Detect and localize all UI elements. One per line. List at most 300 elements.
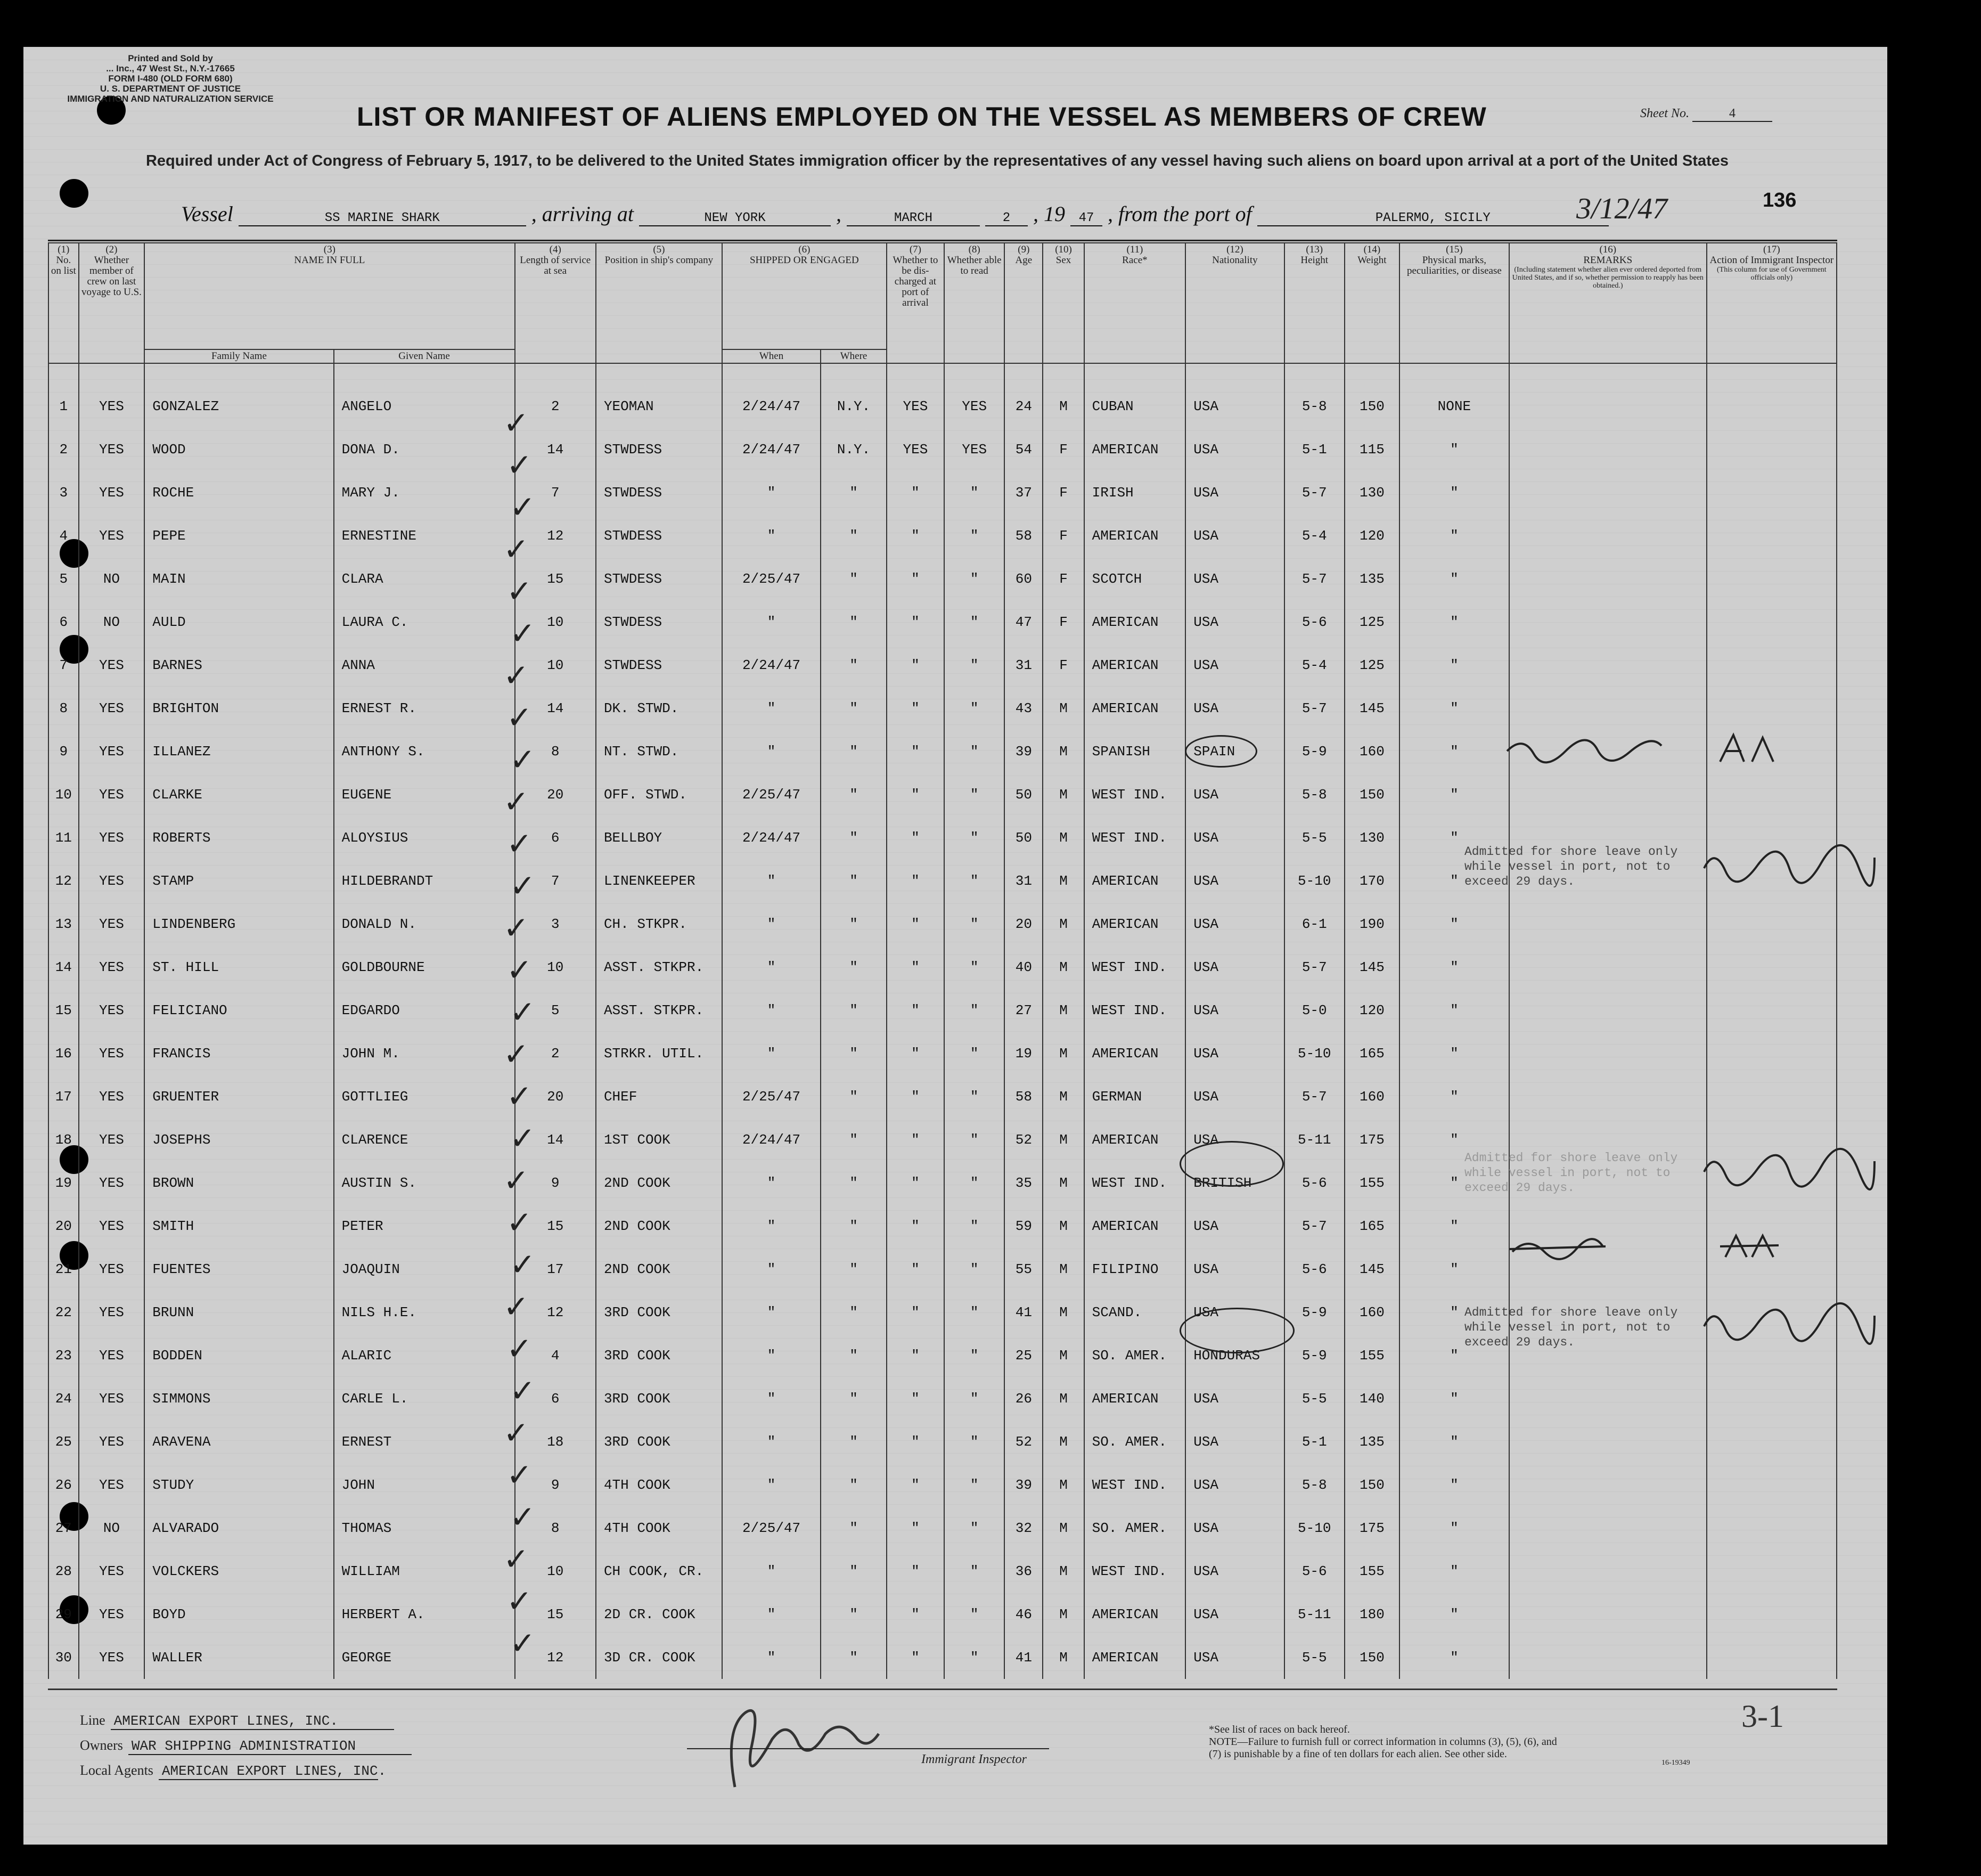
remarks-cell: [1509, 1420, 1707, 1463]
nationality-cell: USA: [1185, 428, 1284, 471]
sex-cell: M: [1043, 1506, 1084, 1549]
shipped-where-cell: ": [821, 471, 887, 514]
height-cell: 5-6: [1284, 1247, 1345, 1291]
age-cell: 47: [1004, 600, 1043, 643]
weight-cell: 135: [1345, 1420, 1399, 1463]
shipped-when-cell: 2/25/47: [722, 1075, 821, 1118]
service-length-cell: 14: [515, 687, 596, 730]
service-length-cell: 5: [515, 989, 596, 1032]
remarks-cell: [1509, 1593, 1707, 1636]
nationality-cell: USA: [1185, 1075, 1284, 1118]
height-cell: 5-11: [1284, 1118, 1345, 1161]
shipped-when-cell: 2/24/47: [722, 363, 821, 428]
col-header-5: (5) Position in ship's company: [596, 243, 722, 363]
position-cell: NT. STWD.: [596, 730, 722, 773]
sex-cell: M: [1043, 773, 1084, 816]
nationality-cell: USA: [1185, 363, 1284, 428]
arrival-day: 2: [985, 211, 1028, 226]
sex-cell: M: [1043, 1377, 1084, 1420]
checkmark-icon: ✓: [503, 405, 529, 441]
shipped-where-cell: ": [821, 1161, 887, 1204]
row-number-cell: 16: [48, 1032, 79, 1075]
family-name-cell: STAMP: [144, 859, 333, 902]
checkmark-icon: ✓: [506, 1078, 533, 1114]
shipped-when-cell: ": [722, 471, 821, 514]
discharged-cell: ": [887, 1032, 944, 1075]
shipped-when-cell: ": [722, 1549, 821, 1593]
physical-marks-cell: ": [1399, 600, 1509, 643]
weight-cell: 120: [1345, 989, 1399, 1032]
family-name-cell: AULD: [144, 600, 333, 643]
able-to-read-cell: ": [944, 816, 1004, 859]
service-length-cell: 14: [515, 428, 596, 471]
inspector-action-cell: [1707, 1463, 1837, 1506]
position-cell: 4TH COOK: [596, 1463, 722, 1506]
inspector-action-cell: [1707, 643, 1837, 687]
col-header-15: (15) Physical marks, peculiarities, or disease: [1399, 243, 1509, 363]
weight-cell: 120: [1345, 514, 1399, 557]
physical-marks-cell: ": [1399, 730, 1509, 773]
inspector-signature: [714, 1696, 884, 1798]
shipped-where-cell: ": [821, 773, 887, 816]
col-header-3: (3) NAME IN FULL: [144, 243, 514, 349]
able-to-read-cell: ": [944, 1377, 1004, 1420]
owners-label: Owners: [80, 1738, 123, 1753]
page-number: 136: [1763, 189, 1797, 211]
from-label: , from the port of: [1108, 202, 1252, 226]
sex-cell: M: [1043, 1075, 1084, 1118]
discharged-cell: ": [887, 1204, 944, 1247]
checkmark-icon: ✓: [506, 1331, 533, 1367]
row-number-cell: 5: [48, 557, 79, 600]
discharged-cell: ": [887, 643, 944, 687]
handwritten-initials: [1715, 730, 1779, 772]
able-to-read-cell: ": [944, 1549, 1004, 1593]
weight-cell: 155: [1345, 1549, 1399, 1593]
row-number-cell: 26: [48, 1463, 79, 1506]
sex-cell: M: [1043, 1118, 1084, 1161]
given-name-cell: HILDEBRANDT: [334, 859, 515, 902]
height-cell: 5-4: [1284, 643, 1345, 687]
last-voyage-cell: YES: [79, 363, 145, 428]
able-to-read-cell: ": [944, 773, 1004, 816]
checkmark-icon: ✓: [510, 1120, 536, 1156]
physical-marks-cell: NONE: [1399, 363, 1509, 428]
sex-cell: M: [1043, 989, 1084, 1032]
last-voyage-cell: YES: [79, 687, 145, 730]
position-cell: BELLBOY: [596, 816, 722, 859]
nationality-cell: SPAIN: [1185, 730, 1284, 773]
discharged-cell: ": [887, 471, 944, 514]
nationality-cell: USA: [1185, 902, 1284, 945]
age-cell: 58: [1004, 1075, 1043, 1118]
age-cell: 25: [1004, 1334, 1043, 1377]
family-name-cell: GONZALEZ: [144, 363, 333, 428]
discharged-cell: ": [887, 1075, 944, 1118]
row-number-cell: 30: [48, 1636, 79, 1679]
row-number-cell: 15: [48, 989, 79, 1032]
shipped-when-cell: ": [722, 945, 821, 989]
nationality-cell: USA: [1185, 471, 1284, 514]
physical-marks-cell: ": [1399, 1334, 1509, 1377]
discharged-cell: ": [887, 902, 944, 945]
height-cell: 5-10: [1284, 859, 1345, 902]
shipped-when-cell: ": [722, 1247, 821, 1291]
able-to-read-cell: ": [944, 514, 1004, 557]
shipped-where-cell: ": [821, 1247, 887, 1291]
last-voyage-cell: YES: [79, 816, 145, 859]
last-voyage-cell: YES: [79, 1247, 145, 1291]
shipped-when-cell: ": [722, 1593, 821, 1636]
able-to-read-cell: ": [944, 1247, 1004, 1291]
race-cell: WEST IND.: [1084, 816, 1186, 859]
col-header-where: Where: [821, 349, 887, 363]
checkmark-icon: ✓: [503, 784, 529, 820]
arrival-port: NEW YORK: [639, 211, 831, 226]
discharged-cell: YES: [887, 363, 944, 428]
physical-marks-cell: ": [1399, 773, 1509, 816]
weight-cell: 130: [1345, 471, 1399, 514]
age-cell: 41: [1004, 1636, 1043, 1679]
shipped-when-cell: ": [722, 1032, 821, 1075]
nationality-cell: USA: [1185, 1593, 1284, 1636]
able-to-read-cell: ": [944, 989, 1004, 1032]
checkmark-icon: ✓: [510, 741, 536, 778]
race-cell: AMERICAN: [1084, 1032, 1186, 1075]
sex-cell: M: [1043, 1636, 1084, 1679]
last-voyage-cell: YES: [79, 859, 145, 902]
height-cell: 5-5: [1284, 1377, 1345, 1420]
table-row: [48, 363, 1837, 428]
able-to-read-cell: ": [944, 687, 1004, 730]
sex-cell: M: [1043, 902, 1084, 945]
race-cell: GERMAN: [1084, 1075, 1186, 1118]
punch-hole: [60, 179, 88, 208]
shipped-where-cell: N.Y.: [821, 363, 887, 428]
position-cell: STWDESS: [596, 471, 722, 514]
discharged-cell: ": [887, 945, 944, 989]
shipped-when-cell: 2/24/47: [722, 1118, 821, 1161]
family-name-cell: FELICIANO: [144, 989, 333, 1032]
shipped-where-cell: ": [821, 1593, 887, 1636]
nationality-cell: USA: [1185, 989, 1284, 1032]
weight-cell: 130: [1345, 816, 1399, 859]
given-name-cell: ANNA: [334, 643, 515, 687]
checkmark-icon: ✓: [510, 1499, 536, 1535]
remarks-cell: [1509, 773, 1707, 816]
table-row: [48, 471, 1837, 514]
position-cell: 4TH COOK: [596, 1506, 722, 1549]
from-port: PALERMO, SICILY: [1257, 211, 1609, 226]
family-name-cell: BODDEN: [144, 1334, 333, 1377]
able-to-read-cell: ": [944, 557, 1004, 600]
discharged-cell: ": [887, 557, 944, 600]
shipped-where-cell: ": [821, 1032, 887, 1075]
service-length-cell: 3: [515, 902, 596, 945]
inspector-action-cell: [1707, 1549, 1837, 1593]
col-header-family-name: Family Name: [144, 349, 333, 363]
family-name-cell: SIMMONS: [144, 1377, 333, 1420]
physical-marks-cell: ": [1399, 1636, 1509, 1679]
able-to-read-cell: ": [944, 1075, 1004, 1118]
height-cell: 5-0: [1284, 989, 1345, 1032]
row-number-cell: 17: [48, 1075, 79, 1118]
age-cell: 35: [1004, 1161, 1043, 1204]
position-cell: STWDESS: [596, 557, 722, 600]
row-number-cell: 19: [48, 1161, 79, 1204]
family-name-cell: PEPE: [144, 514, 333, 557]
col-header-17: (17) Action of Immigrant Inspector (This column for use of Government officials only): [1707, 243, 1837, 363]
weight-cell: 175: [1345, 1118, 1399, 1161]
sex-cell: F: [1043, 600, 1084, 643]
vessel-name: SS MARINE SHARK: [239, 211, 526, 226]
race-cell: AMERICAN: [1084, 902, 1186, 945]
shipped-where-cell: ": [821, 514, 887, 557]
row-number-cell: 14: [48, 945, 79, 989]
discharged-cell: ": [887, 1593, 944, 1636]
family-name-cell: LINDENBERG: [144, 902, 333, 945]
shipped-when-cell: ": [722, 1420, 821, 1463]
shipped-where-cell: ": [821, 902, 887, 945]
weight-cell: 190: [1345, 902, 1399, 945]
age-cell: 60: [1004, 557, 1043, 600]
physical-marks-cell: ": [1399, 514, 1509, 557]
height-cell: 5-7: [1284, 687, 1345, 730]
line-value: AMERICAN EXPORT LINES, INC.: [111, 1713, 394, 1730]
weight-cell: 155: [1345, 1161, 1399, 1204]
discharged-cell: ": [887, 1161, 944, 1204]
given-name-cell: DONALD N.: [334, 902, 515, 945]
given-name-cell: AUSTIN S.: [334, 1161, 515, 1204]
shipped-where-cell: N.Y.: [821, 428, 887, 471]
age-cell: 39: [1004, 730, 1043, 773]
checkmark-icon: ✓: [506, 447, 533, 483]
given-name-cell: CARLE L.: [334, 1377, 515, 1420]
service-length-cell: 15: [515, 1593, 596, 1636]
shipped-when-cell: 2/25/47: [722, 773, 821, 816]
checkmark-icon: ✓: [510, 615, 536, 651]
sex-cell: F: [1043, 514, 1084, 557]
weight-cell: 135: [1345, 557, 1399, 600]
col-header-1: (1) No. on list: [48, 243, 79, 363]
age-cell: 26: [1004, 1377, 1043, 1420]
sex-cell: M: [1043, 363, 1084, 428]
given-name-cell: JOAQUIN: [334, 1247, 515, 1291]
last-voyage-cell: YES: [79, 730, 145, 773]
able-to-read-cell: ": [944, 1506, 1004, 1549]
last-voyage-cell: YES: [79, 1032, 145, 1075]
discharged-cell: ": [887, 1506, 944, 1549]
service-length-cell: 9: [515, 1161, 596, 1204]
position-cell: 2ND COOK: [596, 1247, 722, 1291]
race-cell: SCAND.: [1084, 1291, 1186, 1334]
shipped-where-cell: ": [821, 859, 887, 902]
shipped-when-cell: 2/25/47: [722, 557, 821, 600]
row-number-cell: 8: [48, 687, 79, 730]
service-length-cell: 15: [515, 1204, 596, 1247]
physical-marks-cell: ": [1399, 1204, 1509, 1247]
col-header-4: (4) Length of service at sea: [515, 243, 596, 363]
shipped-when-cell: ": [722, 687, 821, 730]
nationality-cell: USA: [1185, 1420, 1284, 1463]
checkmark-icon: ✓: [503, 1288, 529, 1325]
remarks-cell: [1509, 1549, 1707, 1593]
age-cell: 31: [1004, 643, 1043, 687]
checkmark-icon: ✓: [503, 1415, 529, 1451]
position-cell: 3RD COOK: [596, 1334, 722, 1377]
position-cell: ASST. STKPR.: [596, 989, 722, 1032]
remark-row-12: Admitted for shore leave only while vessel in port, not to exceed 29 days.: [1464, 845, 1678, 888]
table-row: [48, 557, 1837, 600]
shipped-where-cell: ": [821, 643, 887, 687]
service-length-cell: 18: [515, 1420, 596, 1463]
able-to-read-cell: ": [944, 859, 1004, 902]
height-cell: 5-7: [1284, 1204, 1345, 1247]
weight-cell: 150: [1345, 1636, 1399, 1679]
checkmark-icon: ✓: [503, 1162, 529, 1198]
physical-marks-cell: ": [1399, 1463, 1509, 1506]
race-cell: AMERICAN: [1084, 859, 1186, 902]
row-number-cell: 2: [48, 428, 79, 471]
age-cell: 55: [1004, 1247, 1043, 1291]
remark-row-19: Admitted for shore leave only while vessel in port, not to exceed 29 days.: [1464, 1151, 1678, 1195]
checkmark-icon: ✓: [506, 1583, 533, 1619]
last-voyage-cell: YES: [79, 1118, 145, 1161]
remarks-cell: [1509, 600, 1707, 643]
nationality-cell: USA: [1185, 557, 1284, 600]
physical-marks-cell: ": [1399, 1032, 1509, 1075]
row-number-cell: 25: [48, 1420, 79, 1463]
last-voyage-cell: NO: [79, 1506, 145, 1549]
inspector-action-cell: [1707, 600, 1837, 643]
family-name-cell: ROCHE: [144, 471, 333, 514]
height-cell: 5-8: [1284, 773, 1345, 816]
physical-marks-cell: ": [1399, 1118, 1509, 1161]
service-length-cell: 10: [515, 945, 596, 989]
shipped-where-cell: ": [821, 1506, 887, 1549]
sex-cell: M: [1043, 1204, 1084, 1247]
shipped-where-cell: ": [821, 1420, 887, 1463]
crew-table: [48, 242, 1837, 1679]
nationality-cell: USA: [1185, 1247, 1284, 1291]
nationality-cell: USA: [1185, 514, 1284, 557]
row-number-cell: 12: [48, 859, 79, 902]
position-cell: CH. STKPR.: [596, 902, 722, 945]
given-name-cell: GOTTLIEG: [334, 1075, 515, 1118]
discharged-cell: ": [887, 1420, 944, 1463]
circled-spain: [1185, 735, 1257, 768]
checkmark-icon: ✓: [503, 1541, 529, 1577]
position-cell: ASST. STKPR.: [596, 945, 722, 989]
physical-marks-cell: ": [1399, 557, 1509, 600]
sex-cell: F: [1043, 557, 1084, 600]
race-cell: AMERICAN: [1084, 1377, 1186, 1420]
header-rule: [48, 240, 1837, 241]
remarks-cell: [1509, 643, 1707, 687]
service-length-cell: 2: [515, 363, 596, 428]
corner-mark: 3-1: [1741, 1699, 1784, 1734]
shipped-when-cell: ": [722, 1334, 821, 1377]
weight-cell: 160: [1345, 730, 1399, 773]
age-cell: 50: [1004, 773, 1043, 816]
weight-cell: 180: [1345, 1593, 1399, 1636]
table-row: [48, 643, 1837, 687]
row-number-cell: 4: [48, 514, 79, 557]
shipped-where-cell: ": [821, 1291, 887, 1334]
checkmark-icon: ✓: [510, 1625, 536, 1661]
inspector-action-cell: [1707, 363, 1837, 428]
position-cell: STWDESS: [596, 600, 722, 643]
service-length-cell: 7: [515, 859, 596, 902]
shipped-when-cell: ": [722, 902, 821, 945]
nationality-cell: USA: [1185, 1549, 1284, 1593]
shipped-where-cell: ": [821, 557, 887, 600]
race-cell: AMERICAN: [1084, 514, 1186, 557]
col-header-11: (11) Race*: [1084, 243, 1186, 363]
row-number-cell: 23: [48, 1334, 79, 1377]
discharged-cell: ": [887, 989, 944, 1032]
shipped-when-cell: ": [722, 1377, 821, 1420]
last-voyage-cell: YES: [79, 773, 145, 816]
position-cell: 2D CR. COOK: [596, 1593, 722, 1636]
form-title: LIST OR MANIFEST OF ALIENS EMPLOYED ON THE VESSEL AS MEMBERS OF CREW: [357, 102, 1487, 132]
row-number-cell: 7: [48, 643, 79, 687]
remarks-cell: [1509, 687, 1707, 730]
arriving-label: , arriving at: [531, 202, 634, 226]
remarks-cell: [1509, 1506, 1707, 1549]
checkmark-icon: ✓: [503, 531, 529, 567]
position-cell: STWDESS: [596, 428, 722, 471]
race-cell: SO. AMER.: [1084, 1506, 1186, 1549]
nationality-cell: USA: [1185, 600, 1284, 643]
service-length-cell: 17: [515, 1247, 596, 1291]
family-name-cell: ALVARADO: [144, 1506, 333, 1549]
last-voyage-cell: YES: [79, 471, 145, 514]
checkmark-icon: ✓: [510, 1373, 536, 1409]
row-number-cell: 3: [48, 471, 79, 514]
weight-cell: 150: [1345, 1463, 1399, 1506]
discharged-cell: ": [887, 600, 944, 643]
family-name-cell: CLARKE: [144, 773, 333, 816]
struck-annotation: [1507, 1230, 1608, 1262]
sex-cell: M: [1043, 1549, 1084, 1593]
given-name-cell: WILLIAM: [334, 1549, 515, 1593]
row-number-cell: 20: [48, 1204, 79, 1247]
row-number-cell: 21: [48, 1247, 79, 1291]
able-to-read-cell: ": [944, 902, 1004, 945]
publisher-block: Printed and Sold by ... Inc., 47 West St., N.Y.-17665 FORM I-480 (OLD FORM 680) U. S. DEPARTMENT OF JUSTICE IMMIGRATION AND NATURALIZATION SERVICE: [67, 53, 274, 104]
checkmark-icon: ✓: [503, 1036, 529, 1072]
sex-cell: M: [1043, 945, 1084, 989]
weight-cell: 160: [1345, 1075, 1399, 1118]
service-length-cell: 12: [515, 1636, 596, 1679]
shipped-when-cell: ": [722, 1291, 821, 1334]
height-cell: 5-4: [1284, 514, 1345, 557]
footer-note: *See list of races on back hereof. NOTE—Failure to furnish full or correct information in columns (3), (5), (6), and (7) is punishable by a fine of ten dollars for each alien. See other side.: [1209, 1724, 1557, 1760]
inspector-action-cell: [1707, 1636, 1837, 1679]
sex-cell: F: [1043, 428, 1084, 471]
age-cell: 20: [1004, 902, 1043, 945]
family-name-cell: JOSEPHS: [144, 1118, 333, 1161]
physical-marks-cell: ": [1399, 687, 1509, 730]
given-name-cell: THOMAS: [334, 1506, 515, 1549]
inspector-action-cell: [1707, 773, 1837, 816]
owners-field: [80, 1738, 412, 1755]
service-length-cell: 14: [515, 1118, 596, 1161]
last-voyage-cell: YES: [79, 1549, 145, 1593]
checkmark-icon: ✓: [506, 699, 533, 736]
age-cell: 32: [1004, 1506, 1043, 1549]
